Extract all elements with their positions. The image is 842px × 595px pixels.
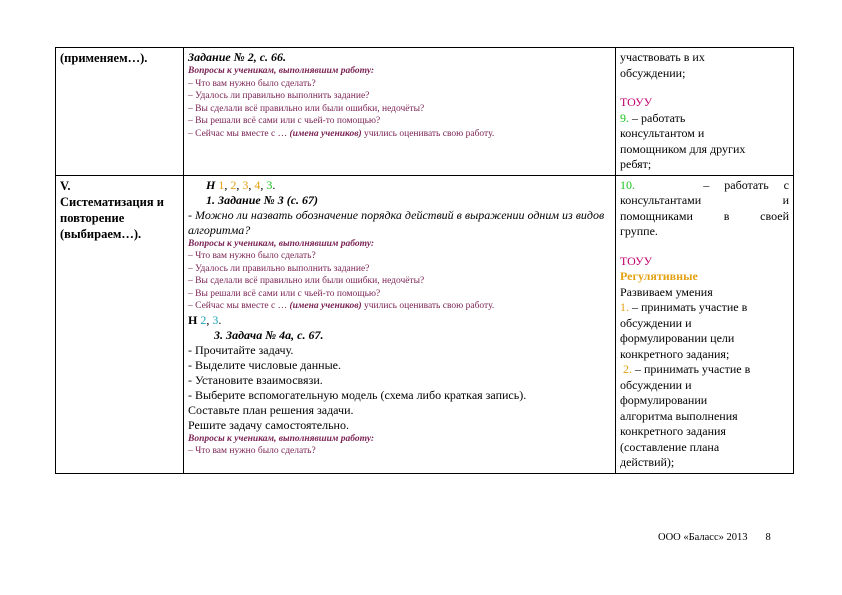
item-text: – принимать участие в [632,362,751,376]
uud-text: обсуждении и [620,377,692,392]
level-label: Н [206,177,216,192]
questions-header: Вопросы к ученикам, выполнявшим работу: [188,433,375,444]
uud-text: формулировании [620,393,708,407]
item-text: – принимать участие в [629,300,748,314]
table-row [56,48,794,176]
level-line [188,178,611,193]
stage-title: Систематизация и [60,194,164,209]
table-row [56,175,794,473]
stage-subtitle: (выбираем…). [60,226,142,241]
level-numbers: 1, 2, 3, 4, 3. [218,177,276,192]
questions-header: Вопросы к ученикам, выполнявшим работу: [188,238,375,249]
question: – Что вам нужно было сделать? [188,251,316,261]
questions-header: Вопросы к ученикам, выполнявшим работу: [188,66,375,76]
uud-text: конкретного задания [620,424,726,438]
uud-text: формулировании цели [620,331,735,345]
step: - Выделите числовые данные. [188,357,341,372]
question: – Что вам нужно было сделать? [188,78,316,89]
level-label: Н [188,312,198,327]
uud-cell [616,48,794,176]
item-number: 2. [623,362,632,376]
content-cell [184,175,616,473]
uud-text: помощниками в своей [620,208,789,223]
regulative-label: Регулятивные [620,269,698,283]
uud-text: (составление плана [620,439,720,454]
uud-text: помощником для других [620,141,746,156]
item-text: – работать с [703,177,789,192]
uud-text: группе. [620,224,658,238]
step: - Прочитайте задачу. [188,342,294,357]
question: – Вы решали всё сами или с чьей-то помощью? [188,116,381,126]
question-part: учились оценивать свою работу. [361,128,495,139]
page-number: 8 [765,532,771,543]
uud-item [620,362,789,378]
level-num: 2 [200,312,207,327]
question: – Удалось ли правильно выполнить задание? [188,91,370,101]
question-part: учились оценивать свою работу. [361,301,495,311]
uud-text: ребят; [620,157,652,171]
question: – Вы сделали всё правильно или были ошибки, недочёты? [188,103,425,114]
footer-publisher: ООО «Баласс» 2013 [658,532,748,543]
step: - Установите взаимосвязи. [188,372,323,387]
uud-text: участвовать в их [620,50,705,64]
level-numbers: 2, 3. [200,312,222,327]
item-text: – работать [629,110,686,125]
task-question: - Можно ли назвать обозначение порядка действий в выражении одним из видов алгоритма? [188,207,605,237]
question-part: – Сейчас мы вместе с … [188,128,290,139]
step: Решите задачу самостоятельно. [188,417,349,432]
page-footer [658,532,771,543]
stage-number: V. [60,178,71,193]
uud-item [620,111,789,127]
uud-cell [616,175,794,473]
level-line [188,313,611,328]
toyy-label: ТОУУ [620,95,653,109]
stage-title: повторение [60,210,125,225]
task-title: 3. Задача № 4а, с. 67. [214,327,324,342]
develop-label: Развиваем умения [620,284,713,299]
question-part: – Сейчас мы вместе с … [188,301,290,311]
level-num: 3 [266,177,273,192]
uud-item [620,300,789,316]
question-names: (имена учеников) [289,128,362,139]
level-num: 1 [218,177,225,192]
question: – Что вам нужно было сделать? [188,446,316,456]
uud-text: консультантом и [620,126,705,140]
step: Составьте план решения задачи. [188,402,354,417]
question: – Удалось ли правильно выполнить задание? [188,263,370,274]
uud-text: действий); [620,455,675,469]
question-names: (имена учеников) [289,301,362,311]
stage-cell [56,48,184,176]
level-num: 3 [242,177,249,192]
level-num: 4 [254,177,261,192]
content-cell [184,48,616,176]
item-number: 1. [620,300,629,314]
lesson-table [55,47,794,474]
uud-text: консультантами и [620,193,789,207]
level-num: 2 [230,177,237,192]
uud-item [620,178,789,194]
stage-cell [56,175,184,473]
item-number: 10. [620,177,635,192]
question: – Вы решали всё сами или с чьей-то помощью? [188,288,381,299]
toyy-label: ТОУУ [620,253,653,268]
uud-text: конкретного задания; [620,346,730,361]
question [188,128,611,141]
task-title: 1. Задание № 3 (с. 67) [206,192,319,207]
task-title: Задание № 2, с. 66. [188,50,287,64]
question: – Вы сделали всё правильно или были ошибки, недочёты? [188,276,425,286]
level-num: 3 [212,312,219,327]
uud-text: обсуждении; [620,65,686,80]
question [188,300,611,313]
step: - Выберите вспомогательную модель (схема либо краткая запись). [188,387,527,402]
item-number: 9. [620,110,629,125]
stage-text: (применяем…). [60,51,148,65]
uud-text: обсуждении и [620,315,692,330]
uud-text: алгоритма выполнения [620,408,738,423]
